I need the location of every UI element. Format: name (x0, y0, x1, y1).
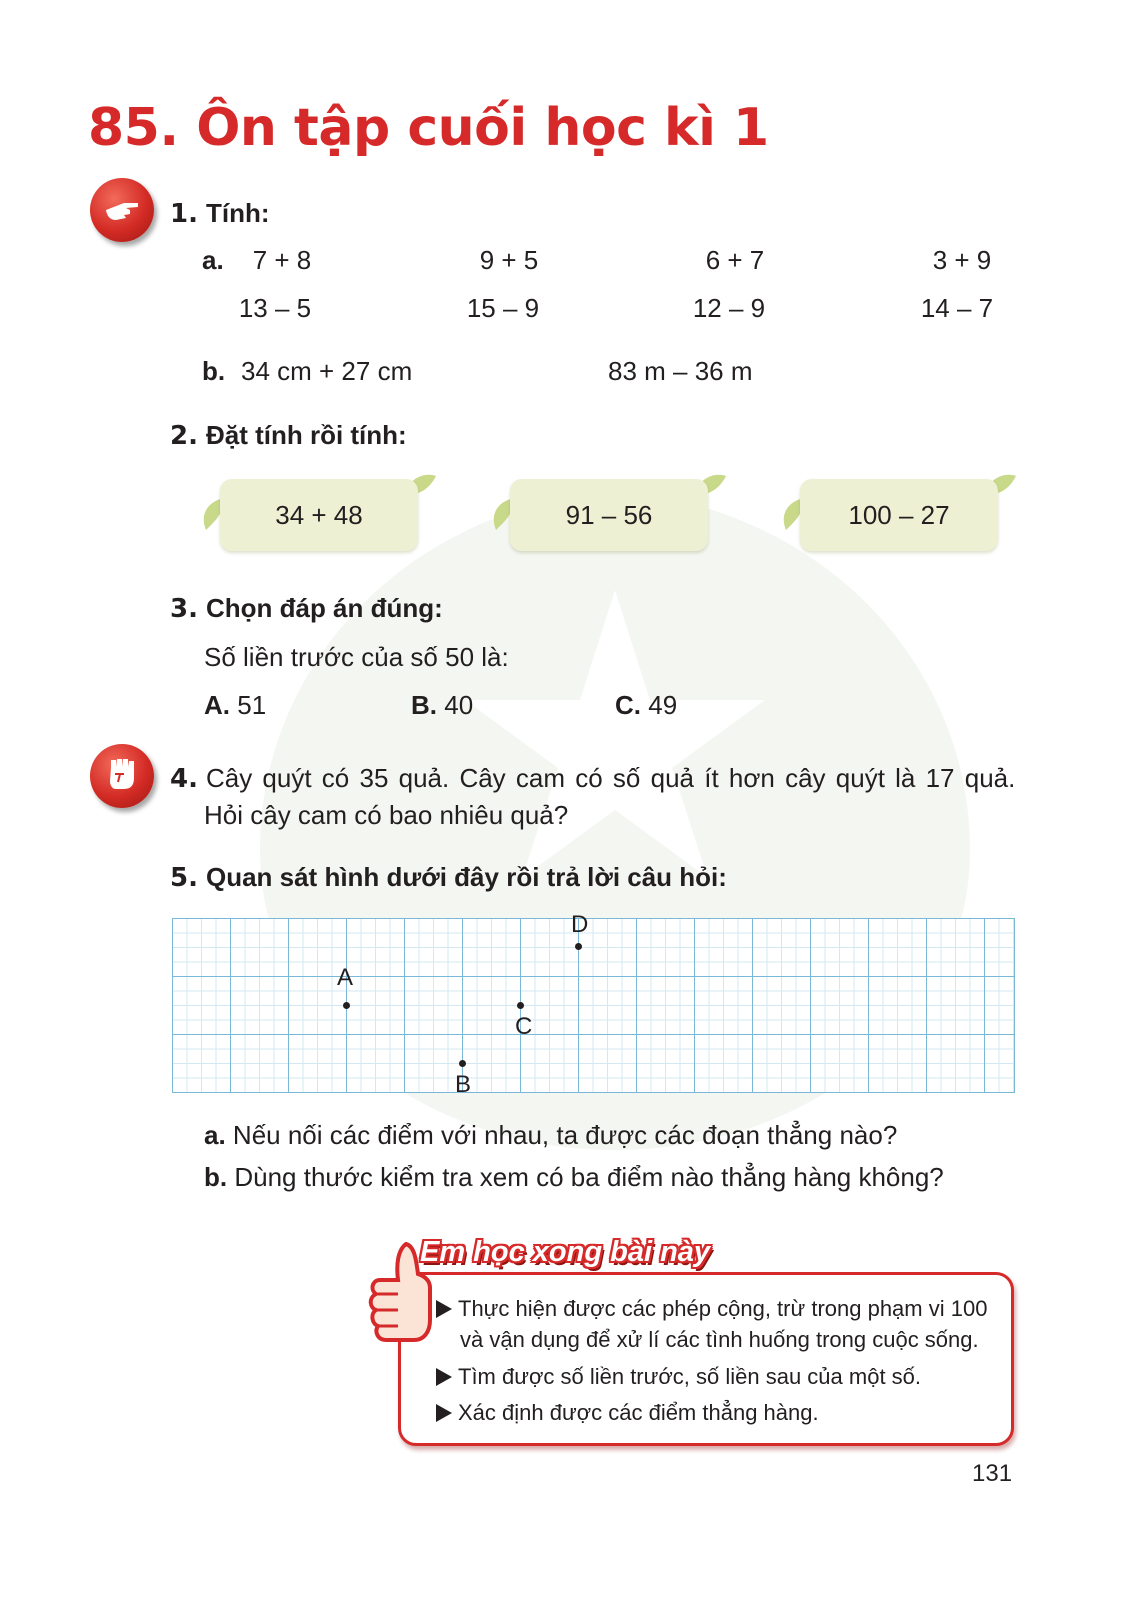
ex1-a-label: a. (202, 245, 224, 275)
ex5-question-a (204, 1120, 897, 1151)
ex2-card-3 (780, 472, 1020, 562)
summary-bullet-3 (436, 1400, 819, 1426)
ex1-b-expr-2: 83 m – 36 m (608, 356, 753, 386)
summary-bullet-2 (436, 1364, 921, 1390)
ex1-a-expr-7: 12 – 9 (692, 293, 766, 323)
raised-fist-icon (102, 756, 142, 796)
ex4-number: 4. (170, 764, 198, 794)
summary-bullet-3-text: Xác định được các điểm thẳng hàng. (458, 1400, 819, 1425)
point-b-label: B (455, 1071, 472, 1098)
ex4-line-1 (170, 763, 1015, 794)
option-c-label: C. (615, 690, 641, 720)
ex1-a-expr-4: 3 + 9 (932, 245, 992, 275)
ex5-a-label: a. (204, 1120, 226, 1150)
ex1-b-expr-1: 34 cm + 27 cm (241, 356, 413, 386)
square-grid (172, 918, 1015, 1093)
ex1-a-expr-6: 15 – 9 (466, 293, 540, 323)
ex1-a-expr-8: 14 – 7 (920, 293, 994, 323)
ex5-a-text: Nếu nối các điểm với nhau, ta được các đoạn thẳng nào? (232, 1120, 898, 1150)
point-d (575, 943, 582, 950)
ex4-line-1-text: Cây quýt có 35 quả. Cây cam có số quả ít hơn cây quýt là 17 quả. (205, 763, 1016, 793)
ex2-heading-text: Đặt tính rồi tính: (205, 420, 407, 450)
ex5-question-b (204, 1162, 944, 1193)
bullet-arrow-icon (436, 1368, 452, 1386)
point-b (459, 1060, 466, 1067)
summary-bullet-1-line-1: Thực hiện được các phép cộng, trừ trong phạm vi 100 (458, 1296, 988, 1321)
ex3-number: 3. (170, 594, 198, 624)
ex2-number: 2. (170, 421, 198, 451)
option-a-label: A. (204, 690, 230, 720)
summary-bullet-2-text: Tìm được số liền trước, số liền sau của một số. (458, 1364, 922, 1389)
option-a-value: 51 (237, 690, 267, 720)
ex1-a-expr-3: 6 + 7 (705, 245, 765, 275)
option-c-value: 49 (648, 690, 678, 720)
bullet-arrow-icon (436, 1404, 452, 1422)
ex2-card-3-text: 100 – 27 (800, 479, 998, 551)
ex3-option-c (615, 690, 677, 721)
ex3-option-a (204, 690, 266, 721)
ex1-heading (170, 198, 270, 229)
ex3-heading (170, 593, 443, 624)
ex5-number: 5. (170, 863, 198, 893)
ex2-card-1 (200, 472, 440, 562)
ex4-line-2: Hỏi cây cam có bao nhiêu quả? (204, 800, 569, 830)
ex2-card-1-text: 34 + 48 (220, 479, 418, 551)
ex2-card-2 (490, 472, 730, 562)
ex3-option-b (411, 690, 473, 721)
ex2-heading (170, 420, 407, 451)
page-number: 131 (972, 1460, 1013, 1487)
point-c-label: C (515, 1013, 533, 1040)
summary-title: Em học xong bài này (420, 1236, 711, 1268)
ex1-number: 1. (170, 199, 198, 229)
practice-badge (90, 178, 154, 242)
ex1-a-expr-1: 7 + 8 (252, 245, 312, 275)
ex5-heading-text: Quan sát hình dưới đây rồi trả lời câu hỏi: (205, 862, 727, 892)
page-title: 85. Ôn tập cuối học kì 1 (88, 98, 769, 158)
summary-bullet-1 (436, 1296, 987, 1322)
point-d-label: D (571, 911, 589, 938)
point-c (517, 1002, 524, 1009)
ex1-heading-text: Tính: (205, 198, 270, 228)
ex5-heading (170, 862, 727, 893)
option-b-label: B. (411, 690, 437, 720)
ex5-b-label: b. (204, 1162, 228, 1192)
option-b-value: 40 (444, 690, 474, 720)
ex1-a-expr-2: 9 + 5 (479, 245, 539, 275)
bullet-arrow-icon (436, 1300, 452, 1318)
ex3-question: Số liền trước của số 50 là: (204, 642, 509, 672)
ex1-a-expr-5: 13 – 5 (238, 293, 312, 323)
ex2-card-2-text: 91 – 56 (510, 479, 708, 551)
ex3-heading-text: Chọn đáp án đúng: (205, 593, 443, 623)
apply-badge (90, 744, 154, 808)
point-a (343, 1002, 350, 1009)
point-a-label: A (337, 964, 354, 991)
ex5-b-text: Dùng thước kiểm tra xem có ba điểm nào thẳng hàng không? (234, 1162, 944, 1192)
pointing-hand-icon (102, 190, 142, 230)
summary-bullet-1-line-2: và vận dụng để xử lí các tình huống trong cuộc sống. (460, 1327, 979, 1352)
ex1-b-label: b. (202, 356, 226, 386)
